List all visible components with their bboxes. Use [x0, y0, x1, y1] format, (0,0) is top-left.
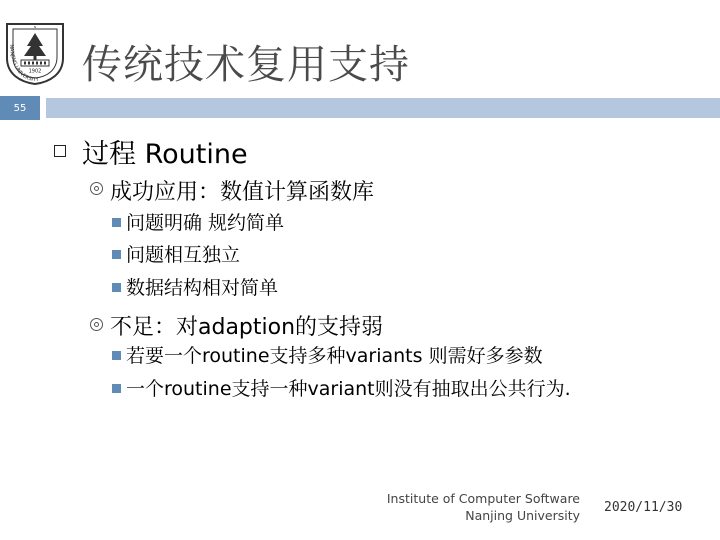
header-band-bar	[46, 98, 720, 118]
filled-square-bullet-icon	[112, 351, 121, 360]
svg-text:N: N	[33, 25, 37, 30]
footer-org-line2: Nanjing University	[465, 508, 580, 523]
slide-number: 55	[0, 96, 40, 120]
seal-ring-text: NANJING UNIVERSITY	[8, 44, 40, 84]
slide-title: 传统技术复用支持	[82, 42, 410, 88]
footer-org-line1: Institute of Computer Software	[386, 491, 580, 506]
content-heading: 过程 Routine	[82, 139, 248, 170]
university-seal-logo	[2, 20, 68, 86]
list-item: 一个routine支持一种variant则没有抽取出公共行为.	[126, 378, 571, 400]
section-label-success: 成功应用：数值计算函数库	[110, 180, 375, 205]
list-item: 问题相互独立	[126, 244, 241, 266]
slide-number-band	[0, 96, 720, 120]
section-label-weakness: 不足：对adaption的支持弱	[110, 315, 384, 340]
filled-square-bullet-icon	[112, 384, 121, 393]
circle-bullet-icon	[90, 182, 103, 195]
circle-bullet-icon	[90, 318, 103, 331]
list-item: 问题明确 规约简单	[126, 212, 285, 234]
list-item: 若要一个routine支持多种variants 则需好多参数	[126, 345, 543, 367]
list-item: 数据结构相对简单	[126, 277, 279, 299]
square-bullet-icon	[54, 145, 66, 157]
seal-year: 1902	[28, 68, 42, 75]
filled-square-bullet-icon	[112, 218, 121, 227]
footer-organization	[387, 490, 580, 524]
filled-square-bullet-icon	[112, 250, 121, 259]
footer-date: 2020/11/30	[604, 500, 683, 515]
filled-square-bullet-icon	[112, 283, 121, 292]
